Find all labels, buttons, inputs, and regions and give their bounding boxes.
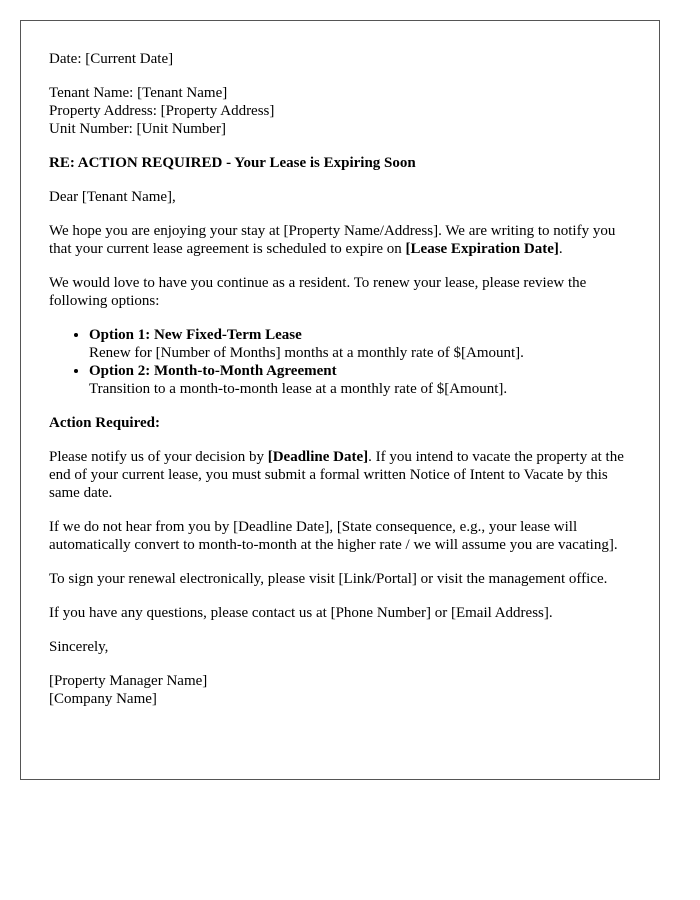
date-line: Date: [Current Date]	[49, 51, 174, 67]
renew-intro-paragraph: We would love to have you continue as a resident. To renew your lease, please review the following options:	[49, 275, 587, 309]
intro-end: .	[558, 241, 563, 257]
tenant-name-line: Tenant Name: [Tenant Name]	[49, 85, 228, 101]
tenant-info	[49, 84, 631, 138]
consequence-paragraph: If we do not hear from you by [Deadline Date], [State consequence, e.g., your lease will automatically convert to month-to-month at the higher rate / we will assume you are vacating].	[49, 519, 618, 553]
unit-number-line: Unit Number: [Unit Number]	[49, 121, 227, 137]
salutation: Dear [Tenant Name],	[49, 189, 176, 205]
notify-end: . If you intend to vacate the property at the end of your current lease, you must submit a formal written Notice of Intent to Vacate by this same date.	[49, 449, 624, 501]
intro-paragraph	[49, 222, 631, 258]
deadline-date: [Deadline Date]	[267, 449, 369, 465]
company-name: [Company Name]	[49, 691, 157, 707]
letter-document	[20, 20, 660, 780]
signature-block	[49, 672, 631, 708]
property-address-line: Property Address: [Property Address]	[49, 103, 275, 119]
option-title: Option 2: Month-to-Month Agreement	[89, 363, 337, 379]
option-title: Option 1: New Fixed-Term Lease	[89, 327, 302, 343]
list-item	[89, 362, 631, 398]
sign-online-paragraph: To sign your renewal electronically, please visit [Link/Portal] or visit the management office.	[49, 571, 608, 587]
manager-name: [Property Manager Name]	[49, 673, 208, 689]
closing: Sincerely,	[49, 639, 109, 655]
contact-paragraph: If you have any questions, please contact us at [Phone Number] or [Email Address].	[49, 605, 553, 621]
action-heading-text: Action Required:	[49, 415, 160, 431]
action-heading	[49, 414, 631, 432]
option-description: Renew for [Number of Months] months at a monthly rate of $[Amount].	[89, 345, 524, 361]
lease-expiration-date: [Lease Expiration Date]	[405, 241, 559, 257]
subject-line	[49, 154, 631, 172]
list-item	[89, 326, 631, 362]
options-list	[49, 326, 631, 398]
option-description: Transition to a month-to-month lease at a monthly rate of $[Amount].	[89, 381, 508, 397]
notify-start: Please notify us of your decision by	[49, 449, 268, 465]
notify-paragraph	[49, 448, 631, 502]
intro-text: We hope you are enjoying your stay at [Property Name/Address]. We are writing to notify you that your current lease agreement is scheduled to expire on	[49, 223, 616, 257]
subject-text: RE: ACTION REQUIRED - Your Lease is Expiring Soon	[49, 155, 416, 171]
